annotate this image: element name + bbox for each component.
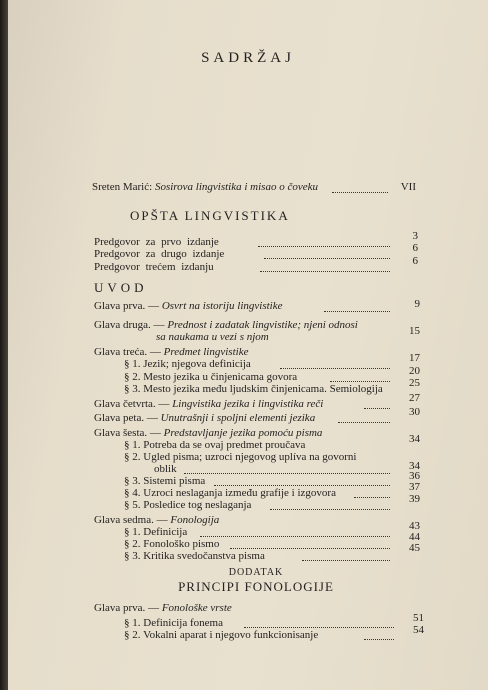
chapter-label: Glava treća. — [94,346,161,358]
page-number: 15 [409,325,420,337]
leader-dots [200,536,390,537]
subsection-title: Kritika svedočanstva pisma [143,550,265,562]
intro-author: Sreten Marić: [92,181,153,193]
subsection-title: Ugled pisma; uzroci njegovog uplíva na govorni [143,451,357,463]
subsection-title: Sistemi pisma [143,475,206,487]
chapter-title: Osvrt na istoriju lingvistike [161,300,283,312]
page-number: 6 [412,242,418,254]
section-heading: UVOD [94,280,148,295]
subsection-entry [124,550,265,563]
page-number: 39 [409,493,420,505]
chapter-entry [94,602,232,615]
subsection-entry [124,358,251,371]
leader-dots [302,560,390,561]
leader-dots [230,548,390,549]
chapter-title: Predmet lingvistike [163,346,249,358]
appendix-label: DODATAK [228,567,284,578]
chapter-title: Fonološke vrste [161,602,232,614]
chapter-title: Fonologija [170,514,220,526]
intro-page: VII [400,181,416,193]
page-number: 36 [409,470,420,482]
chapter-label: Glava prva. — [94,300,160,312]
book-page [8,0,488,690]
subsection-title: Potreba da se ovaj predmet proučava [143,439,306,451]
subsection-title: Mesto jezika u činjenicama govora [143,371,298,383]
chapter-label: Glava prva. — [94,602,160,614]
leader-dots [324,311,390,312]
leader-dots [260,271,390,272]
subsection-number: § 1. [124,617,141,629]
page-number: 20 [409,365,420,377]
chapter-title: Prednost i zadatak lingvistike; njeni odnosi [167,319,358,331]
subsection-title: Posledice tog neslaganja [143,499,252,511]
subsection-entry [124,629,318,642]
leader-dots [280,368,390,369]
toc-entry: Predgovor za prvo izdanje [94,236,219,248]
page-number: 17 [409,352,420,364]
subsection-number: § 2. [124,629,141,641]
chapter-title: Predstavljanje jezika pomoću pisma [163,427,323,439]
leader-dots [264,258,390,259]
subsection-title: Fonološko pismo [143,538,220,550]
chapter-label: Glava četvrta. — [94,398,170,410]
subsection-number: § 2. [124,538,141,550]
leader-dots [244,627,394,628]
page-number: 43 [409,520,420,532]
leader-dots [184,473,390,474]
page-number: 6 [412,255,418,267]
page-number: 34 [409,460,420,472]
subsection-title: Jezik; njegova definicija [143,358,251,370]
leader-dots [364,639,394,640]
page-number: 25 [409,377,420,389]
subsection-number: § 3. [124,383,141,395]
subsection-title: Definicija fonema [143,617,223,629]
chapter-label: Glava peta. — [94,412,158,424]
subsection-entry [124,383,383,396]
toc-entry: Predgovor za drugo izdanje [94,248,225,260]
chapter-label: Glava sedma. — [94,514,168,526]
page-number: 44 [409,531,420,543]
chapter-title: Unutrašnji i spoljni elementi jezika [160,412,316,424]
subsection-number: § 3. [124,475,141,487]
leader-dots [214,485,390,486]
subsection-number: § 2. [124,451,141,463]
page-number: 54 [413,624,424,636]
appendix-heading: PRINCIPI FONOLOGIJE [178,579,334,594]
leader-dots [270,509,390,510]
chapter-entry [94,300,283,313]
subsection-entry-cont: oblik [154,463,177,475]
page-number: 3 [412,230,418,242]
chapter-entry-cont [156,331,269,344]
subsection-number: § 1. [124,439,141,451]
subsection-title: Uzroci neslaganja između grafije i izgovora [143,487,336,499]
intro-title: Sosirova lingvistika i misao o čoveku [154,181,318,193]
page-number: 45 [409,542,420,554]
page-number: 37 [409,481,420,493]
page-number: 51 [413,612,424,624]
book-spine [0,0,8,690]
page-number: 30 [409,406,420,418]
chapter-title: sa naukama u vezi s njom [156,331,269,343]
subsection-number: § 5. [124,499,141,511]
chapter-title: Lingvistika jezika i lingvistika reči [172,398,324,410]
subsection-number: § 1. [124,526,141,538]
subsection-entry [124,499,251,512]
subsection-title: Mesto jezika među ljudskim činjenicama. Semiologija [143,383,383,395]
intro-entry [92,181,318,194]
leader-dots [338,422,390,423]
chapter-label: Glava druga. — [94,319,165,331]
chapter-entry [94,412,315,425]
toc-entry: Predgovor trećem izdanju [94,261,214,273]
subsection-title: Definicija [143,526,188,538]
subsection-number: § 3. [124,550,141,562]
section-heading: OPŠTA LINGVISTIKA [130,208,290,223]
subsection-title: Vokalni aparat i njegovo funkcionisanje [143,629,319,641]
page-number: 9 [414,298,420,310]
subsection-number: § 4. [124,487,141,499]
chapter-label: Glava šesta. — [94,427,161,439]
page-number: 34 [409,433,420,445]
chapter-entry [94,398,323,411]
leader-dots [258,246,390,247]
page-number: 27 [409,392,420,404]
page-title: SADRŽAJ [201,50,295,66]
subsection-number: § 1. [124,358,141,370]
subsection-number: § 2. [124,371,141,383]
